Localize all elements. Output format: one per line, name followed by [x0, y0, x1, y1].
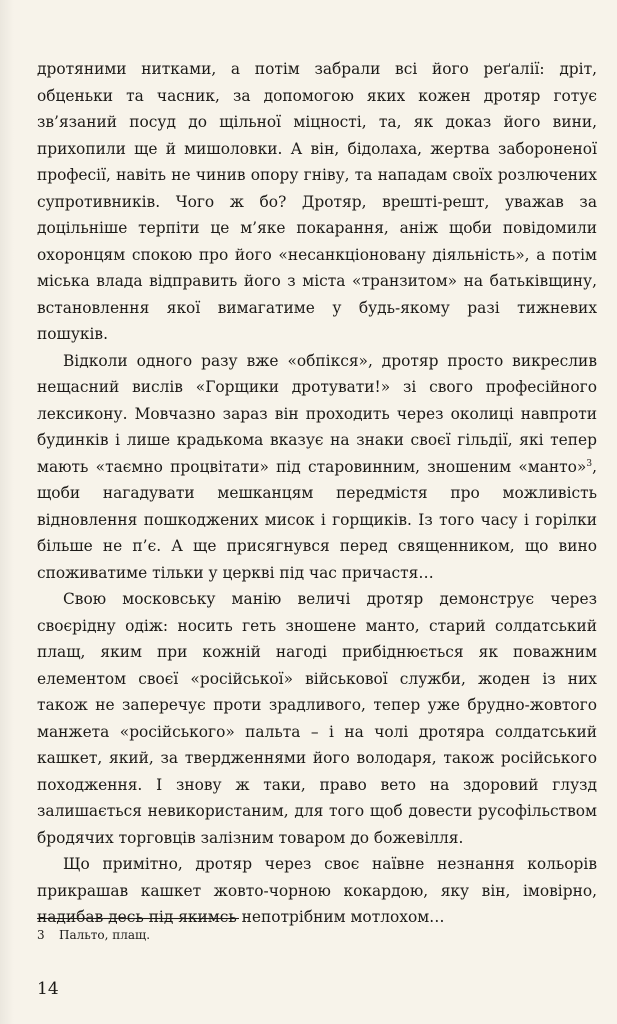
paragraph-4: Що примітно, дротяр через своє наївне незнання кольорів прикрашав кашкет жовто-чорною кокардою, яку він, імовірно, надибав десь під якимсь непотрібним мотлохом…: [37, 855, 597, 926]
paragraph-3: Свою московську манію величі дротяр демонструє через своєрідну одіж: носить геть зношене манто, старий солдатський плащ, яким при кожній нагоді прибіднюється як поважним елементом своєї «російської» військової служби, жоден із них також не заперечує проти зрадливого, тепер уже брудно-жовтого манжета «російського» пальта – і на чолі дротяра солдатський кашкет, який, за твердженнями його володаря, також російського походження. І знову ж таки, право вето на здоровий глузд залишається невикористаним, для того щоб довести русофільством бродячих торговців залізним товаром до божевілля.: [37, 590, 597, 847]
page-number: 14: [37, 979, 59, 999]
footnote: [37, 927, 150, 943]
paragraph-2-text-after-note: , щоби нагадувати мешканцям передмістя про можливість відновлення пошкоджених мисок і горщиків. Із того часу і горілки більше не п’є. А ще присягнувся перед священником, що вино споживатиме тільки у церкві під час причастя…: [37, 457, 597, 582]
footnote-text: Пальто, плащ.: [59, 928, 151, 942]
paragraph-2-text-before-note: Відколи одного разу вже «обпікся», дротяр просто викреслив нещасний вислів «Горщики дротувати!» зі свого професійного лексикону. Мовчазно зараз він проходить через околиці навпроти будинків і лише крадькома вказує на знаки своєї гільдії, які тепер мають «таємно процвітати» під старовинним, зношеним «манто»: [37, 351, 597, 476]
footnote-marker: 3: [586, 458, 593, 469]
paragraph-2: [37, 348, 597, 587]
paragraph-1: дротяними нитками, а потім забрали всі його реґалії: дріт, обценьки та часник, за допомогою яких кожен дротяр готує зв’язаний посуд до щільної міцності, та, як доказ його вини, прихопили ще й мишоловки. А він, бідолаха, жертва забороненої професії, навіть не чинив опору гніву, та нападам своїх розлючених супротивників. Чого ж бо? Дротяр, врешті-решт, уважав за доцільніше терпіти це м’яке покарання, аніж щоби повідомили охоронцям спокою про його «несанкціоновану діяльність», а потім міська влада відправить його з міста «транзитом» на батьківщину, встановлення якої вимагатиме у будь-якому разі тижневих пошуків.: [37, 60, 597, 343]
footnote-divider: [37, 918, 239, 919]
body-text: [37, 56, 597, 931]
footnote-number: 3: [37, 928, 45, 942]
